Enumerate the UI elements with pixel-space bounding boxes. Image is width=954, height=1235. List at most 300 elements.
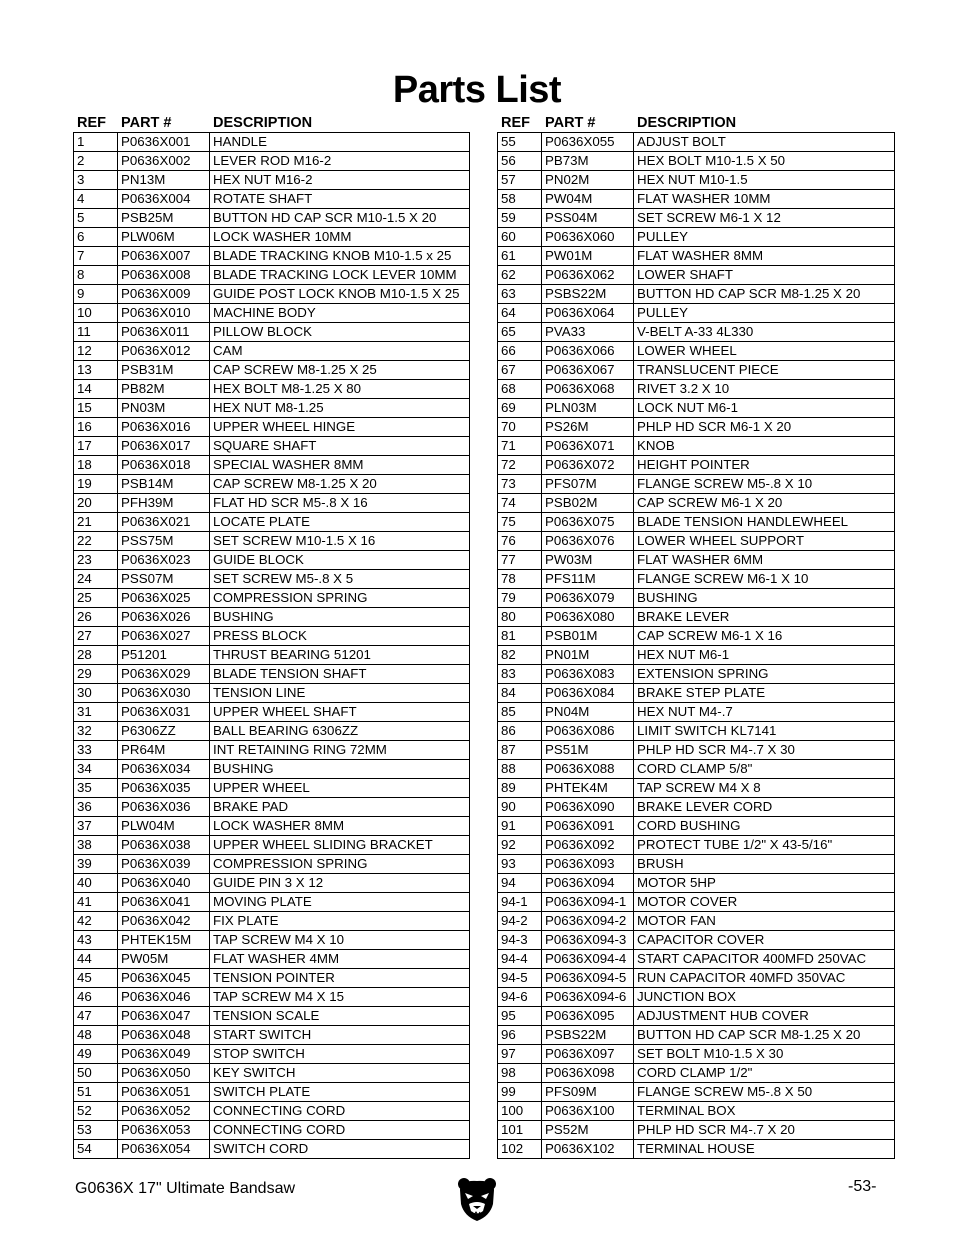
cell-ref: 63 (498, 285, 542, 304)
cell-part-number: PSB02M (542, 494, 634, 513)
header-description: DESCRIPTION (637, 115, 737, 131)
cell-ref: 62 (498, 266, 542, 285)
cell-part-number: P0636X010 (118, 304, 210, 323)
cell-ref: 22 (74, 532, 118, 551)
header-part: PART # (545, 115, 596, 131)
table-row (498, 209, 895, 228)
table-row (74, 266, 470, 285)
table-row (498, 988, 895, 1007)
cell-ref: 37 (74, 817, 118, 836)
cell-part-number: PFH39M (118, 494, 210, 513)
cell-ref: 38 (74, 836, 118, 855)
cell-description: RIVET 3.2 X 10 (634, 380, 895, 399)
cell-description: LEVER ROD M16-2 (210, 152, 470, 171)
cell-ref: 1 (74, 133, 118, 152)
cell-part-number: PSB25M (118, 209, 210, 228)
cell-description: BLADE TRACKING KNOB M10-1.5 x 25 (210, 247, 470, 266)
cell-description: TENSION LINE (210, 684, 470, 703)
cell-description: UPPER WHEEL SLIDING BRACKET (210, 836, 470, 855)
cell-ref: 46 (74, 988, 118, 1007)
cell-part-number: PHTEK15M (118, 931, 210, 950)
cell-description: ADJUSTMENT HUB COVER (634, 1007, 895, 1026)
cell-ref: 42 (74, 912, 118, 931)
cell-ref: 23 (74, 551, 118, 570)
cell-ref: 47 (74, 1007, 118, 1026)
cell-ref: 49 (74, 1045, 118, 1064)
cell-description: SQUARE SHAFT (210, 437, 470, 456)
table-row (74, 418, 470, 437)
cell-description: JUNCTION BOX (634, 988, 895, 1007)
cell-part-number: P0636X097 (542, 1045, 634, 1064)
cell-part-number: PFS11M (542, 570, 634, 589)
cell-description: BUTTON HD CAP SCR M8-1.25 X 20 (634, 285, 895, 304)
cell-part-number: PSS75M (118, 532, 210, 551)
cell-description: FLANGE SCREW M6-1 X 10 (634, 570, 895, 589)
cell-description: FLAT WASHER 8MM (634, 247, 895, 266)
cell-description: LOCATE PLATE (210, 513, 470, 532)
table-row (74, 228, 470, 247)
table-row (498, 931, 895, 950)
cell-part-number: PFS07M (542, 475, 634, 494)
cell-part-number: P0636X067 (542, 361, 634, 380)
cell-part-number: P0636X095 (542, 1007, 634, 1026)
cell-description: STOP SWITCH (210, 1045, 470, 1064)
table-row (498, 665, 895, 684)
cell-ref: 87 (498, 741, 542, 760)
table-row (74, 171, 470, 190)
table-row (498, 171, 895, 190)
cell-part-number: P0636X094-3 (542, 931, 634, 950)
cell-ref: 56 (498, 152, 542, 171)
cell-description: ADJUST BOLT (634, 133, 895, 152)
table-row (74, 1007, 470, 1026)
cell-description: TRANSLUCENT PIECE (634, 361, 895, 380)
cell-ref: 53 (74, 1121, 118, 1140)
cell-description: RUN CAPACITOR 40MFD 350VAC (634, 969, 895, 988)
cell-ref: 97 (498, 1045, 542, 1064)
cell-part-number: PW03M (542, 551, 634, 570)
table-row (74, 380, 470, 399)
cell-part-number: PN02M (542, 171, 634, 190)
cell-ref: 70 (498, 418, 542, 437)
cell-description: CAP SCREW M8-1.25 X 25 (210, 361, 470, 380)
table-row (498, 380, 895, 399)
cell-description: LOCK WASHER 10MM (210, 228, 470, 247)
table-row (498, 133, 895, 152)
cell-part-number: PSB01M (542, 627, 634, 646)
cell-ref: 24 (74, 570, 118, 589)
table-row (74, 361, 470, 380)
table-row (498, 1045, 895, 1064)
cell-description: MACHINE BODY (210, 304, 470, 323)
cell-ref: 15 (74, 399, 118, 418)
table-row (498, 741, 895, 760)
cell-part-number: P0636X068 (542, 380, 634, 399)
cell-description: BUSHING (210, 608, 470, 627)
cell-part-number: P0636X018 (118, 456, 210, 475)
table-row (498, 1026, 895, 1045)
cell-ref: 102 (498, 1140, 542, 1159)
cell-description: UPPER WHEEL HINGE (210, 418, 470, 437)
cell-description: SET SCREW M6-1 X 12 (634, 209, 895, 228)
cell-ref: 84 (498, 684, 542, 703)
cell-ref: 76 (498, 532, 542, 551)
cell-part-number: P0636X031 (118, 703, 210, 722)
table-row (74, 513, 470, 532)
cell-part-number: P0636X083 (542, 665, 634, 684)
table-row (498, 152, 895, 171)
cell-ref: 96 (498, 1026, 542, 1045)
table-row (74, 570, 470, 589)
cell-part-number: P0636X071 (542, 437, 634, 456)
cell-part-number: PS26M (542, 418, 634, 437)
cell-part-number: P0636X091 (542, 817, 634, 836)
cell-description: BRAKE LEVER (634, 608, 895, 627)
table-row (74, 627, 470, 646)
cell-description: GUIDE PIN 3 X 12 (210, 874, 470, 893)
cell-description: START SWITCH (210, 1026, 470, 1045)
table-row (498, 627, 895, 646)
table-row (498, 285, 895, 304)
table-row (498, 684, 895, 703)
cell-part-number: P0636X086 (542, 722, 634, 741)
table-row (74, 646, 470, 665)
cell-part-number: P0636X034 (118, 760, 210, 779)
cell-part-number: P6306ZZ (118, 722, 210, 741)
cell-ref: 13 (74, 361, 118, 380)
cell-description: PRESS BLOCK (210, 627, 470, 646)
table-row (74, 988, 470, 1007)
cell-ref: 30 (74, 684, 118, 703)
cell-part-number: P0636X016 (118, 418, 210, 437)
cell-ref: 88 (498, 760, 542, 779)
cell-ref: 34 (74, 760, 118, 779)
cell-part-number: P0636X094-4 (542, 950, 634, 969)
table-row (498, 513, 895, 532)
cell-ref: 10 (74, 304, 118, 323)
cell-part-number: PHTEK4M (542, 779, 634, 798)
table-row (74, 209, 470, 228)
cell-part-number: P0636X094-1 (542, 893, 634, 912)
table-row (74, 684, 470, 703)
table-row (74, 190, 470, 209)
cell-part-number: PS52M (542, 1121, 634, 1140)
cell-part-number: P0636X011 (118, 323, 210, 342)
table-row (74, 741, 470, 760)
table-row (498, 418, 895, 437)
cell-description: LOWER SHAFT (634, 266, 895, 285)
cell-ref: 94-1 (498, 893, 542, 912)
cell-ref: 58 (498, 190, 542, 209)
parts-table-right-body (497, 132, 895, 1159)
cell-description: PHLP HD SCR M6-1 X 20 (634, 418, 895, 437)
table-row (74, 817, 470, 836)
table-row (498, 1064, 895, 1083)
cell-part-number: P0636X017 (118, 437, 210, 456)
cell-description: MOTOR COVER (634, 893, 895, 912)
table-row (74, 437, 470, 456)
table-row (498, 342, 895, 361)
table-row (498, 304, 895, 323)
cell-ref: 60 (498, 228, 542, 247)
table-row (498, 1007, 895, 1026)
cell-description: BLADE TENSION HANDLEWHEEL (634, 513, 895, 532)
cell-part-number: P0636X023 (118, 551, 210, 570)
cell-ref: 91 (498, 817, 542, 836)
cell-ref: 54 (74, 1140, 118, 1159)
cell-description: START CAPACITOR 400MFD 250VAC (634, 950, 895, 969)
cell-ref: 61 (498, 247, 542, 266)
cell-ref: 78 (498, 570, 542, 589)
cell-part-number: P0636X053 (118, 1121, 210, 1140)
cell-ref: 100 (498, 1102, 542, 1121)
table-row (74, 323, 470, 342)
cell-ref: 17 (74, 437, 118, 456)
cell-part-number: P0636X092 (542, 836, 634, 855)
cell-description: HEX NUT M4-.7 (634, 703, 895, 722)
cell-part-number: P0636X094-6 (542, 988, 634, 1007)
cell-part-number: PS51M (542, 741, 634, 760)
cell-ref: 94-6 (498, 988, 542, 1007)
cell-ref: 31 (74, 703, 118, 722)
cell-ref: 94-2 (498, 912, 542, 931)
table-row (498, 1083, 895, 1102)
cell-description: INT RETAINING RING 72MM (210, 741, 470, 760)
cell-part-number: P0636X038 (118, 836, 210, 855)
cell-ref: 41 (74, 893, 118, 912)
table-row (74, 589, 470, 608)
table-row (498, 532, 895, 551)
cell-ref: 86 (498, 722, 542, 741)
cell-description: CAPACITOR COVER (634, 931, 895, 950)
cell-description: KNOB (634, 437, 895, 456)
table-row (498, 798, 895, 817)
cell-part-number: P0636X098 (542, 1064, 634, 1083)
table-row (74, 456, 470, 475)
cell-ref: 26 (74, 608, 118, 627)
cell-part-number: P0636X075 (542, 513, 634, 532)
cell-part-number: P0636X080 (542, 608, 634, 627)
table-row (74, 494, 470, 513)
cell-ref: 7 (74, 247, 118, 266)
cell-ref: 79 (498, 589, 542, 608)
cell-description: SWITCH PLATE (210, 1083, 470, 1102)
bear-head-logo-icon (456, 1176, 498, 1222)
table-row (74, 836, 470, 855)
cell-description: COMPRESSION SPRING (210, 589, 470, 608)
table-row (498, 646, 895, 665)
cell-ref: 72 (498, 456, 542, 475)
cell-ref: 71 (498, 437, 542, 456)
cell-part-number: P0636X042 (118, 912, 210, 931)
table-row (498, 570, 895, 589)
cell-part-number: P0636X049 (118, 1045, 210, 1064)
cell-ref: 82 (498, 646, 542, 665)
parts-table-left (73, 109, 470, 1159)
cell-description: CORD CLAMP 5/8" (634, 760, 895, 779)
cell-part-number: P0636X008 (118, 266, 210, 285)
table-row (74, 798, 470, 817)
table-row (74, 855, 470, 874)
cell-description: TAP SCREW M4 X 10 (210, 931, 470, 950)
cell-description: CORD BUSHING (634, 817, 895, 836)
cell-part-number: P0636X025 (118, 589, 210, 608)
cell-part-number: PW04M (542, 190, 634, 209)
cell-ref: 83 (498, 665, 542, 684)
table-row (74, 285, 470, 304)
table-row (74, 399, 470, 418)
cell-description: HEX NUT M6-1 (634, 646, 895, 665)
cell-description: HEX BOLT M10-1.5 X 50 (634, 152, 895, 171)
table-row (498, 893, 895, 912)
cell-part-number: P0636X094-2 (542, 912, 634, 931)
cell-description: BRUSH (634, 855, 895, 874)
cell-description: EXTENSION SPRING (634, 665, 895, 684)
cell-description: HEX NUT M10-1.5 (634, 171, 895, 190)
cell-ref: 27 (74, 627, 118, 646)
cell-ref: 19 (74, 475, 118, 494)
cell-description: HEX NUT M8-1.25 (210, 399, 470, 418)
cell-part-number: P0636X046 (118, 988, 210, 1007)
cell-description: CAM (210, 342, 470, 361)
cell-ref: 94-5 (498, 969, 542, 988)
cell-description: HEIGHT POINTER (634, 456, 895, 475)
table-row (498, 836, 895, 855)
cell-part-number: P0636X094-5 (542, 969, 634, 988)
cell-part-number: PB82M (118, 380, 210, 399)
cell-ref: 14 (74, 380, 118, 399)
table-row (74, 152, 470, 171)
table-row (74, 1140, 470, 1159)
cell-part-number: P0636X021 (118, 513, 210, 532)
cell-description: PHLP HD SCR M4-.7 X 20 (634, 1121, 895, 1140)
cell-description: LIMIT SWITCH KL7141 (634, 722, 895, 741)
table-row (498, 969, 895, 988)
cell-part-number: P0636X079 (542, 589, 634, 608)
cell-part-number: PSBS22M (542, 285, 634, 304)
table-row (74, 1045, 470, 1064)
cell-description: FLAT WASHER 4MM (210, 950, 470, 969)
cell-description: LOCK NUT M6-1 (634, 399, 895, 418)
cell-ref: 32 (74, 722, 118, 741)
cell-part-number: PLW06M (118, 228, 210, 247)
cell-description: FIX PLATE (210, 912, 470, 931)
cell-part-number: PFS09M (542, 1083, 634, 1102)
table-row (498, 228, 895, 247)
parts-table-left-body (73, 132, 470, 1159)
cell-part-number: PN04M (542, 703, 634, 722)
cell-description: THRUST BEARING 51201 (210, 646, 470, 665)
cell-part-number: P0636X094 (542, 874, 634, 893)
cell-part-number: PN13M (118, 171, 210, 190)
cell-description: TENSION SCALE (210, 1007, 470, 1026)
cell-part-number: P0636X093 (542, 855, 634, 874)
cell-part-number: P0636X036 (118, 798, 210, 817)
cell-part-number: P0636X040 (118, 874, 210, 893)
cell-part-number: P0636X064 (542, 304, 634, 323)
table-row (498, 608, 895, 627)
cell-ref: 68 (498, 380, 542, 399)
cell-description: UPPER WHEEL (210, 779, 470, 798)
cell-ref: 39 (74, 855, 118, 874)
cell-part-number: P0636X076 (542, 532, 634, 551)
table-row (74, 950, 470, 969)
cell-description: KEY SWITCH (210, 1064, 470, 1083)
cell-part-number: P0636X035 (118, 779, 210, 798)
cell-ref: 25 (74, 589, 118, 608)
cell-description: BUSHING (634, 589, 895, 608)
cell-ref: 94 (498, 874, 542, 893)
cell-ref: 94-3 (498, 931, 542, 950)
table-row (74, 779, 470, 798)
cell-part-number: PN01M (542, 646, 634, 665)
table-row (498, 912, 895, 931)
cell-ref: 5 (74, 209, 118, 228)
cell-description: CAP SCREW M6-1 X 20 (634, 494, 895, 513)
cell-description: BRAKE PAD (210, 798, 470, 817)
cell-ref: 52 (74, 1102, 118, 1121)
cell-part-number: PLN03M (542, 399, 634, 418)
table-row (498, 1140, 895, 1159)
cell-description: GUIDE BLOCK (210, 551, 470, 570)
cell-ref: 93 (498, 855, 542, 874)
cell-part-number: P0636X088 (542, 760, 634, 779)
cell-ref: 44 (74, 950, 118, 969)
table-row (74, 893, 470, 912)
cell-description: MOTOR 5HP (634, 874, 895, 893)
cell-description: HEX BOLT M8-1.25 X 80 (210, 380, 470, 399)
cell-part-number: PLW04M (118, 817, 210, 836)
cell-ref: 99 (498, 1083, 542, 1102)
table-row (498, 874, 895, 893)
cell-part-number: PB73M (542, 152, 634, 171)
cell-part-number: P0636X007 (118, 247, 210, 266)
cell-ref: 50 (74, 1064, 118, 1083)
table-row (74, 1121, 470, 1140)
cell-description: LOWER WHEEL (634, 342, 895, 361)
cell-part-number: P0636X045 (118, 969, 210, 988)
cell-ref: 55 (498, 133, 542, 152)
cell-description: CONNECTING CORD (210, 1121, 470, 1140)
cell-description: LOCK WASHER 8MM (210, 817, 470, 836)
header-part: PART # (121, 115, 172, 131)
cell-part-number: P0636X100 (542, 1102, 634, 1121)
table-header (497, 109, 895, 132)
table-row (74, 1026, 470, 1045)
table-row (498, 1121, 895, 1140)
cell-description: PILLOW BLOCK (210, 323, 470, 342)
cell-ref: 16 (74, 418, 118, 437)
cell-description: HEX NUT M16-2 (210, 171, 470, 190)
table-row (74, 247, 470, 266)
cell-ref: 3 (74, 171, 118, 190)
cell-description: CAP SCREW M6-1 X 16 (634, 627, 895, 646)
cell-description: TERMINAL HOUSE (634, 1140, 895, 1159)
header-ref: REF (77, 115, 106, 131)
cell-ref: 43 (74, 931, 118, 950)
cell-ref: 74 (498, 494, 542, 513)
table-row (498, 551, 895, 570)
cell-part-number: P0636X029 (118, 665, 210, 684)
cell-ref: 66 (498, 342, 542, 361)
cell-description: BLADE TRACKING LOCK LEVER 10MM (210, 266, 470, 285)
cell-description: FLAT WASHER 6MM (634, 551, 895, 570)
cell-description: SPECIAL WASHER 8MM (210, 456, 470, 475)
table-row (74, 608, 470, 627)
cell-description: BUTTON HD CAP SCR M10-1.5 X 20 (210, 209, 470, 228)
cell-ref: 9 (74, 285, 118, 304)
cell-ref: 40 (74, 874, 118, 893)
